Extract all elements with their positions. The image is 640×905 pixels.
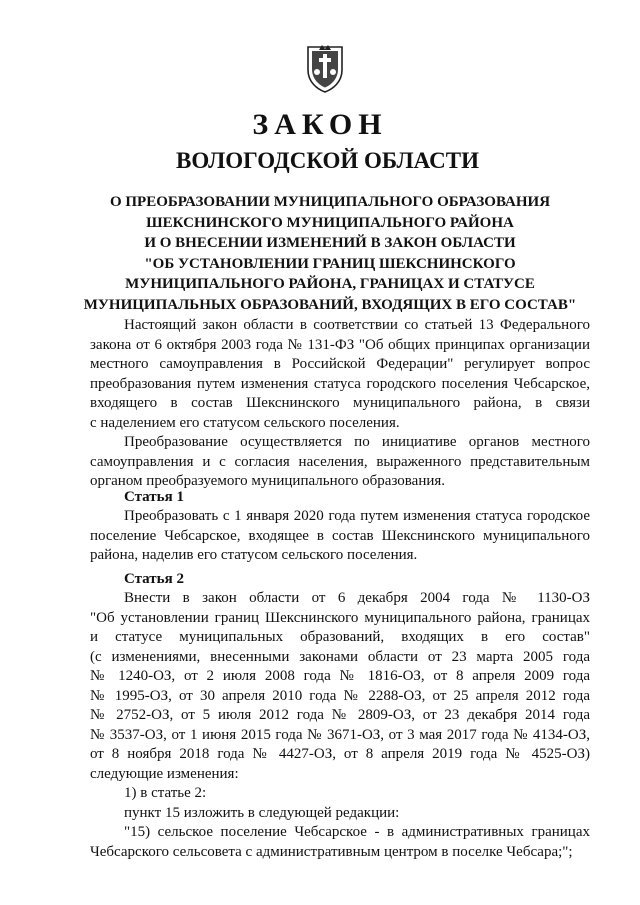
law-name-line: МУНИЦИПАЛЬНЫХ ОБРАЗОВАНИЙ, ВХОДЯЩИХ В ЕГО СОСТАВ" <box>83 296 577 313</box>
law-name-line: "ОБ УСТАНОВЛЕНИИ ГРАНИЦ ШЕКСНИНСКОГО <box>144 255 516 272</box>
article-2-line: (с изменениями, внесенными законами области от 23 марта 2005 года <box>90 648 590 665</box>
preamble-line: Преобразование осуществляется по инициативе органов местного <box>124 434 590 450</box>
preamble <box>90 316 590 492</box>
preamble-line: преобразования путем изменения статуса городского поселения Чебсарское, <box>90 375 590 392</box>
article-2-line: № 3537-ОЗ, от 1 июня 2015 года № 3671-ОЗ, от 3 мая 2017 года № 4134-ОЗ, <box>90 726 590 743</box>
document-region: ВОЛОГОДСКОЙ ОБЛАСТИ <box>176 148 479 173</box>
preamble-line: с наделением его статусом сельского поселения. <box>90 414 400 431</box>
article-2-quote-line: "15) сельское поселение Чебсарское - в административных границах <box>124 824 590 840</box>
article-2-quote-line: Чебсарского сельсовета с административным центром в поселке Чебсара;"; <box>90 843 573 860</box>
article-1-line: поселение Чебсарское, входящее в состав Шекснинского муниципального <box>90 527 590 544</box>
article-2-line: Внести в закон области от 6 декабря 2004 года № 1130-ОЗ <box>124 590 590 606</box>
preamble-line: органом преобразуемого муниципального образования. <box>90 473 446 489</box>
article-1-line: района, наделив его статусом сельского поселения. <box>90 547 418 563</box>
article-2-line: № 1995-ОЗ, от 30 апреля 2010 года № 2288-ОЗ, от 25 апреля 2012 года <box>90 687 590 704</box>
article-2-subitem: пункт 15 изложить в следующей редакции: <box>124 804 400 821</box>
article-2-line: следующие изменения: <box>90 765 239 782</box>
law-name-line: МУНИЦИПАЛЬНОГО РАЙОНА, ГРАНИЦАХ И СТАТУСЕ <box>125 276 535 292</box>
article-2-line: и статусе муниципальных образований, входящих в его состав" <box>90 629 590 645</box>
law-name-line: О ПРЕОБРАЗОВАНИИ МУНИЦИПАЛЬНОГО ОБРАЗОВАНИЯ <box>109 194 551 210</box>
law-name-line: И О ВНЕСЕНИИ ИЗМЕНЕНИЙ В ЗАКОН ОБЛАСТИ <box>144 235 516 251</box>
preamble-line: местного самоуправления в Российской Федерации" регулирует вопрос <box>90 356 590 372</box>
article-2-line: от 8 ноября 2018 года № 4427-ОЗ, от 8 апреля 2019 года № 4525-ОЗ) <box>90 746 590 762</box>
preamble-line: входящего в состав Шекснинского муниципального района, в связи <box>90 395 590 411</box>
article-2-body <box>90 589 590 862</box>
law-name <box>60 192 600 315</box>
article-1-heading: Статья 1 <box>124 489 184 505</box>
article-2-line: "Об установлении границ Шекснинского муниципального района, границах <box>90 609 590 626</box>
preamble-line: самоуправления и с согласия населения, выраженного представительным <box>90 453 590 470</box>
article-1-body <box>90 507 590 566</box>
coat-of-arms-icon <box>305 44 345 94</box>
preamble-line: Настоящий закон области в соответствии со статьей 13 Федерального <box>124 317 590 333</box>
article-1-line: Преобразовать с 1 января 2020 года путем изменения статуса городское <box>124 508 590 524</box>
article-2-heading: Статья 2 <box>124 571 184 587</box>
article-2-line: № 1240-ОЗ, от 2 июля 2008 года № 1816-ОЗ, от 8 апреля 2009 года <box>90 668 590 684</box>
preamble-line: закона от 6 октября 2003 года № 131-ФЗ "Об общих принципах организации <box>90 336 590 353</box>
law-name-line: ШЕКСНИНСКОГО МУНИЦИПАЛЬНОГО РАЙОНА <box>146 214 514 231</box>
article-2-item: 1) в статье 2: <box>124 785 207 801</box>
document-title: ЗАКОН <box>252 108 388 141</box>
article-2-line: № 2752-ОЗ, от 5 июля 2012 года № 2809-ОЗ, от 23 декабря 2014 года <box>90 707 590 723</box>
